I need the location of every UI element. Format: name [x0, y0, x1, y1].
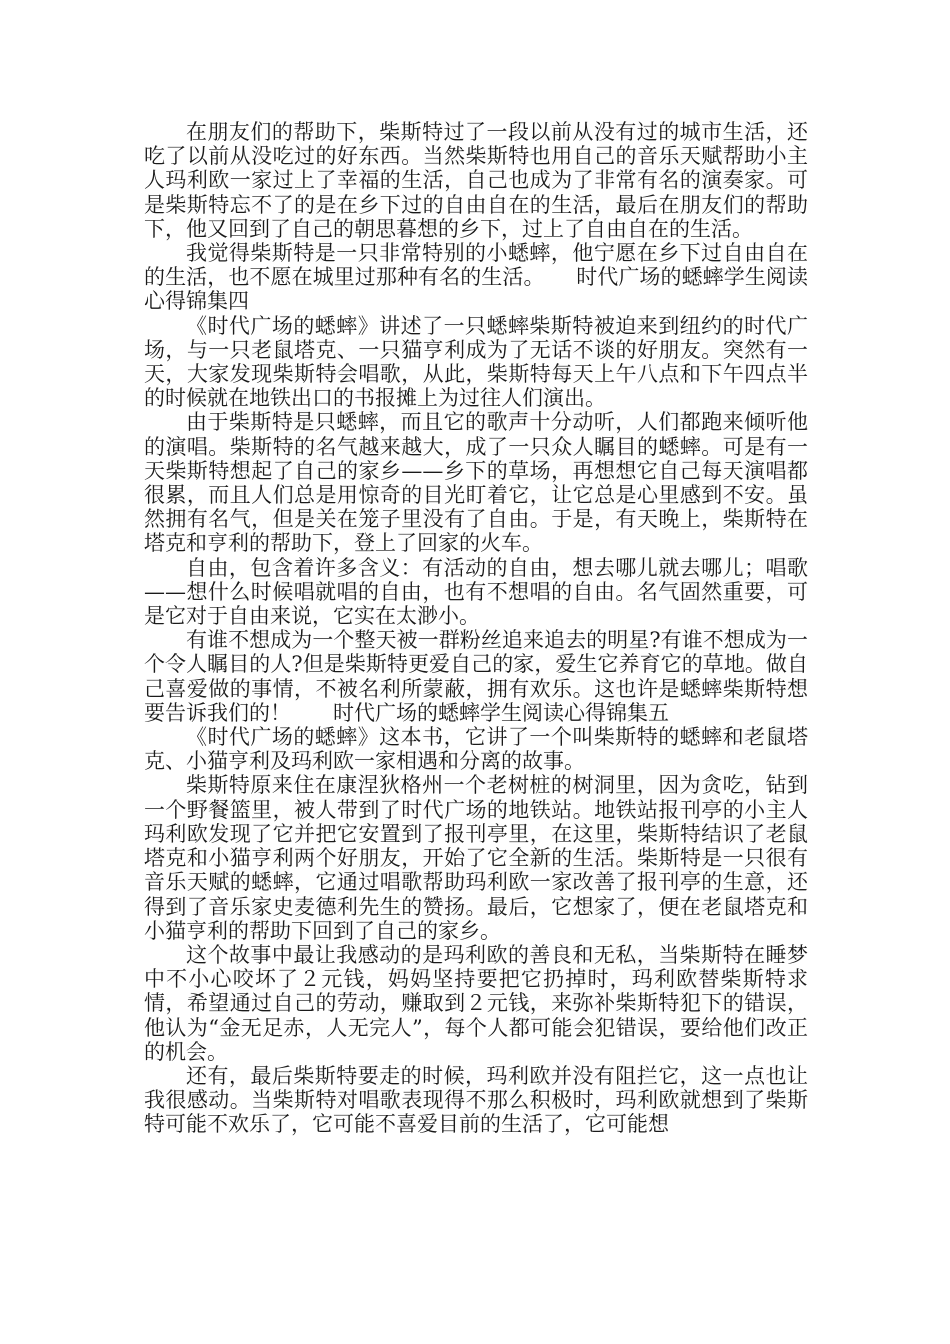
paragraph-5: 自由，包含着许多含义：有活动的自由，想去哪儿就去哪儿；唱歌——想什么时候唱就唱的自由，也有不想唱的自由。名气固然重要，可是它对于自由来说，它实在太渺小。: [144, 555, 808, 629]
paragraph-8: 柴斯特原来住在康涅狄格州一个老树桩的树洞里，因为贪吃，钻到一个野餐篮里，被人带到了时代广场的地铁站。地铁站报刊亭的小主人玛利欧发现了它并把它安置到了报刊亭里，在这里，柴斯特结识了老鼠塔克和小猫亨利两个好朋友，开始了它全新的生活。柴斯特是一只很有音乐天赋的蟋蟀，它通过唱歌帮助玛利欧一家改善了报刊亭的生意，还得到了音乐家史麦德利先生的赞扬。最后，它想家了，便在老鼠塔克和小猫亨利的帮助下回到了自己的家乡。: [144, 773, 808, 943]
paragraph-4: 由于柴斯特是只蟋蟀，而且它的歌声十分动听，人们都跑来倾听他的演唱。柴斯特的名气越来越大，成了一只众人瞩目的蟋蟀。可是有一天柴斯特想起了自己的家乡——乡下的草场，再想想它自己每天演唱都很累，而且人们总是用惊奇的目光盯着它，让它总是心里感到不安。虽然拥有名气，但是关在笼子里没有了自由。于是，有天晚上，柴斯特在塔克和亨利的帮助下，登上了回家的火车。: [144, 410, 808, 556]
paragraph-3: 《时代广场的蟋蟀》讲述了一只蟋蟀柴斯特被迫来到纽约的时代广场，与一只老鼠塔克、一只猫亨利成为了无话不谈的好朋友。突然有一天，大家发现柴斯特会唱歌，从此，柴斯特每天上午八点和下午四点半的时候就在地铁出口的书报摊上为过往人们演出。: [144, 313, 808, 411]
document-page: [144, 120, 808, 1137]
paragraph-9: 这个故事中最让我感动的是玛利欧的善良和无私，当柴斯特在睡梦中不小心咬坏了２元钱，妈妈坚持要把它扔掉时，玛利欧替柴斯特求情，希望通过自己的劳动，赚取到２元钱，来弥补柴斯特犯下的错误，他认为“金无足赤，人无完人”，每个人都可能会犯错误，要给他们改正的机会。: [144, 942, 808, 1064]
paragraph-1: 在朋友们的帮助下，柴斯特过了一段以前从没有过的城市生活，还吃了以前从没吃过的好东西。当然柴斯特也用自己的音乐天赋帮助小主人玛利欧一家过上了幸福的生活，自己也成为了非常有名的演奏家。可是柴斯特忘不了的是在乡下过的自由自在的生活，最后在朋友们的帮助下，他又回到了自己的朝思暮想的乡下，过上了自由自在的生活。: [144, 120, 808, 241]
paragraph-6: 有谁不想成为一个整天被一群粉丝追来追去的明星?有谁不想成为一个令人瞩目的人?但是柴斯特更爱自己的家，爱生它养育它的草地。做自己喜爱做的事情，不被名利所蒙蔽，拥有欢乐。这也许是蟋蟀柴斯特想要告诉我们的！ 时代广场的蟋蟀学生阅读心得锦集五: [144, 628, 808, 725]
paragraph-2: 我觉得柴斯特是一只非常特别的小蟋蟀，他宁愿在乡下过自由自在的生活，也不愿在城里过那种有名的生活。 时代广场的蟋蟀学生阅读心得锦集四: [144, 241, 808, 314]
paragraph-7: 《时代广场的蟋蟀》这本书，它讲了一个叫柴斯特的蟋蟀和老鼠塔克、小猫亨利及玛利欧一家相遇和分离的故事。: [144, 725, 808, 774]
paragraph-10: 还有，最后柴斯特要走的时候，玛利欧并没有阻拦它，这一点也让我很感动。当柴斯特对唱歌表现得不那么积极时，玛利欧就想到了柴斯特可能不欢乐了，它可能不喜爱目前的生活了，它可能想: [144, 1063, 808, 1137]
